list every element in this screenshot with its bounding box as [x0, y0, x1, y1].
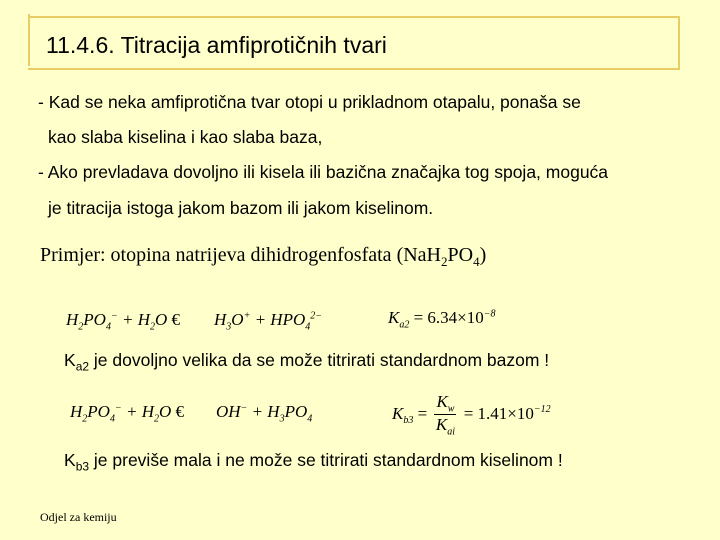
page-title: 11.4.6. Titracija amfiprotičnih tvari [46, 32, 387, 58]
equilibrium-arrow-2: € [175, 402, 184, 421]
equation-1-left: $H_2PO_4^- + H_2O$ € [66, 310, 180, 333]
title-frame-top [28, 16, 680, 18]
footer-department: Odjel za kemiju [40, 510, 117, 524]
equation-2-constant: $K_{b3}$ = $\frac{K_w}{K_{ai}}$ = $1.41\times 10^{-12}$ [392, 392, 551, 438]
example-sub-1: 2 [441, 254, 448, 269]
bullet-line-3: - Ako prevladava dovoljno ili kisela ili bazična značajka tog spoja, moguća [38, 162, 609, 182]
equation-1-right: $H_3O^+ + HPO_4^{2-}$ [214, 310, 322, 333]
kw-over-kai-fraction: $\frac{K_w}{K_{ai}}$ [435, 392, 455, 438]
example-text: Primjer: otopina natrijeva dihidrogenfosfata (NaH [40, 244, 441, 266]
bullet-line-1: - Kad se neka amfiprotična tvar otopi u prikladnom otapalu, ponaša se [38, 92, 581, 112]
title-frame-bottom [28, 68, 680, 70]
note-ka2: $K_{a2}$ je dovoljno velika da se može titrirati standardnom bazom ! [64, 350, 550, 374]
title-frame-left [28, 14, 30, 66]
example-suffix: ) [479, 244, 487, 266]
equation-1-constant: $K_{a2} = 6.34\times 10^{-8}$ [388, 308, 496, 331]
bullet-line-4: je titracija istoga jakom bazom ili jakom kiselinom. [48, 198, 434, 218]
example-mid: PO [447, 244, 474, 266]
bullet-line-2: kao slaba kiselina i kao slaba baza, [48, 127, 323, 147]
example-sub-2: 4 [473, 254, 480, 269]
example-heading [40, 244, 486, 270]
note-kb3: $K_{b3}$ je previše mala i ne može se titrirati standardnom kiselinom ! [64, 450, 563, 474]
title-frame-right [678, 16, 680, 68]
equilibrium-arrow-1: € [171, 310, 180, 329]
equation-2-left: $H_2PO_4^- + H_2O$ € [70, 402, 184, 425]
equation-2-right: $OH^- + H_3PO_4$ [216, 402, 313, 425]
